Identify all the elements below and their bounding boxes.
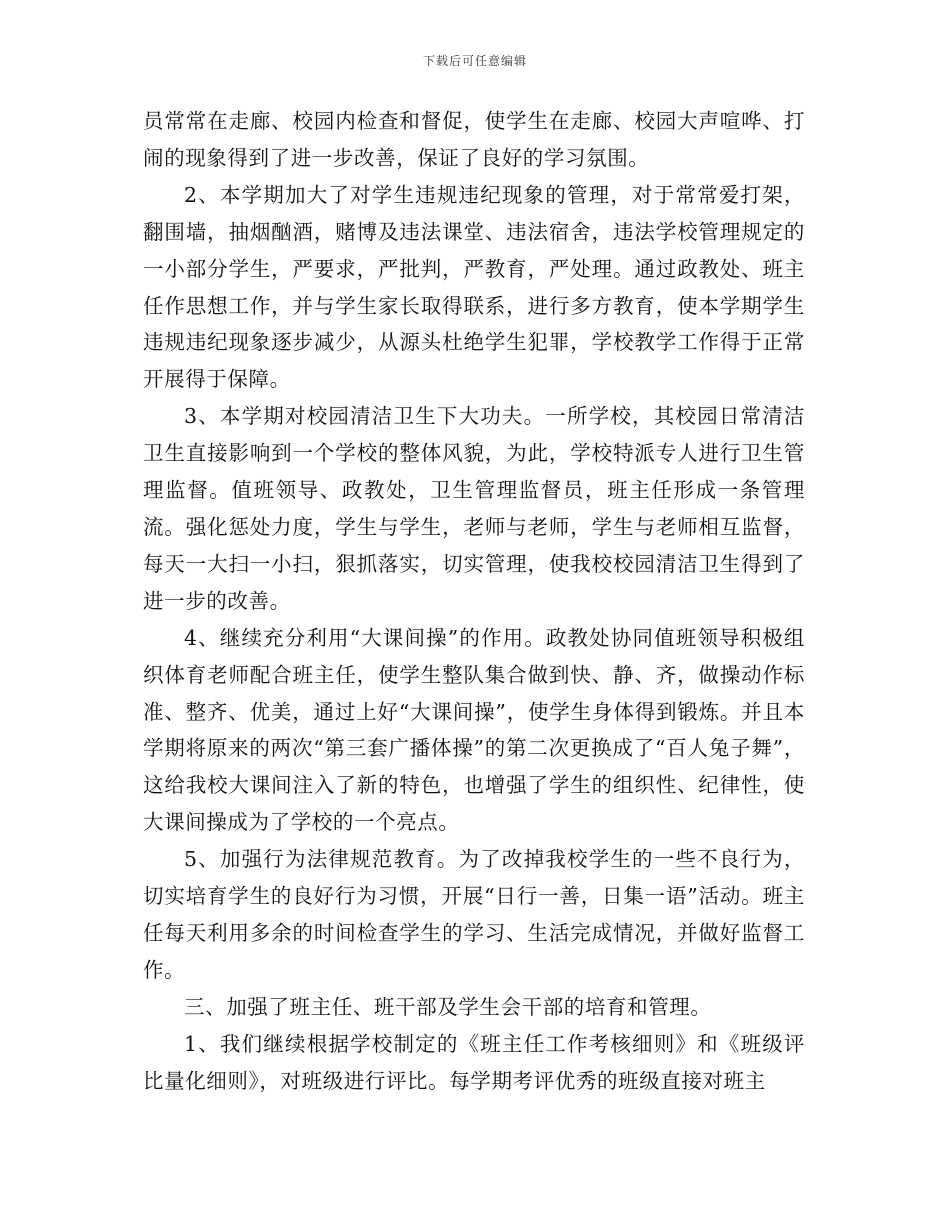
page-header: 下载后可任意编辑 — [422, 54, 527, 68]
paragraph-section-3-item-1: 1、我们继续根据学校制定的《班主任工作考核细则》和《班级评比量化细则》，对班级进行评比。每学期考评优秀的班级直接对班主 — [143, 1031, 805, 1093]
paragraph-item-3: 3、本学期对校园清洁卫生下大功夫。一所学校，其校园日常清洁卫生直接影响到一个学校的整体风貌，为此，学校特派专人进行卫生管理监督。值班领导、政教处，卫生管理监督员，班主任形成一条管理流。强化惩处力度，学生与学生，老师与老师，学生与老师相互监督，每天一大扫一小扫，狠抓落实，切实管理，使我校校园清洁卫生得到了进一步的改善。 — [143, 404, 805, 613]
paragraph-continuation: 员常常在走廊、校园内检查和督促，使学生在走廊、校园大声喧哗、打闹的现象得到了进一步改善，保证了良好的学习氛围。 — [143, 109, 805, 170]
section-heading-3: 三、加强了班主任、班干部及学生会干部的培育和管理。 — [184, 994, 712, 1019]
paragraph-item-4: 4、继续充分利用“大课间操”的作用。政教处协同值班领导积极组织体育老师配合班主任，使学生整队集合做到快、静、齐，做操动作标准、整齐、优美，通过上好“大课间操”，使学生身体得到锻炼。并且本学期将原来的两次“第三套广播体操”的第二次更换成了“百人兔子舞”，这给我校大课间注入了新的特色，也增强了学生的组织性、纪律性，使大课间操成为了学校的一个亮点。 — [143, 625, 805, 835]
paragraph-item-5: 5、加强行为法律规范教育。为了改掉我校学生的一些不良行为，切实培育学生的良好行为习惯，开展“日行一善，日集一语”活动。班主任每天利用多余的时间检查学生的学习、生活完成情况，并做好监督工作。 — [143, 847, 805, 982]
paragraph-item-2: 2、本学期加大了对学生违规违纪现象的管理，对于常常爱打架，翻围墙，抽烟酗酒，赌博及违法课堂、违法宿舍，违法学校管理规定的一小部分学生，严要求，严批判，严教育，严处理。通过政教处、班主任作思想工作，并与学生家长取得联系，进行多方教育，使本学期学生违规违纪现象逐步减少，从源头杜绝学生犯罪，学校教学工作得于正常开展得于保障。 — [143, 182, 805, 392]
document-body — [143, 103, 805, 1099]
